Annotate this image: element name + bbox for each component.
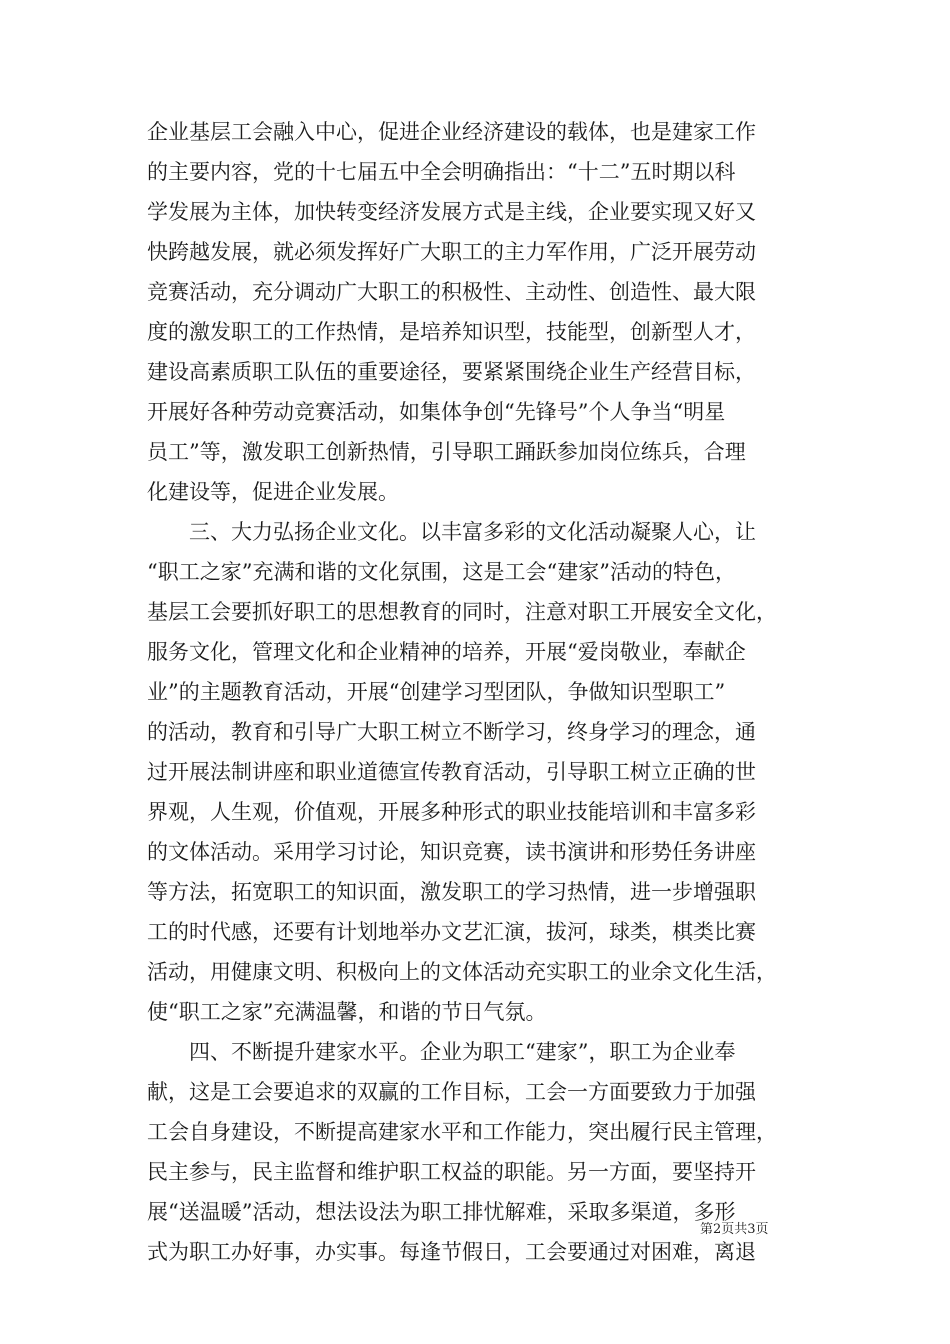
text-line: 等方法，拓宽职工的知识面，激发职工的学习热情，进一步增强职 <box>147 880 756 904</box>
text-line: 快跨越发展，就必须发挥好广大职工的主力军作用，广泛开展劳动 <box>147 240 756 264</box>
text-line: 使“职工之家”充满温馨，和谐的节日气氛。 <box>147 1000 547 1024</box>
text-line: 工的时代感，还要有计划地举办文艺汇演，拔河，球类，棋类比赛 <box>147 920 756 944</box>
text-line: 界观，人生观，价值观，开展多种形式的职业技能培训和丰富多彩 <box>147 800 756 824</box>
text-line: 活动，用健康文明、积极向上的文体活动充实职工的业余文化生活， <box>147 960 777 984</box>
text-line: 业”的主题教育活动，开展“创建学习型团队，争做知识型职工” <box>147 680 726 704</box>
text-line: 员工”等，激发职工创新热情，引导职工踊跃参加岗位练兵，合理 <box>147 440 746 464</box>
text-line: 竞赛活动，充分调动广大职工的积极性、主动性、创造性、最大限 <box>147 280 756 304</box>
text-line: 的主要内容，党的十七届五中全会明确指出：“十二”五时期以科 <box>147 160 736 184</box>
page-number: 第2页共3页 <box>700 1222 769 1237</box>
text-line: 献，这是工会要追求的双赢的工作目标，工会一方面要致力于加强 <box>147 1080 756 1104</box>
text-line: 开展好各种劳动竞赛活动，如集体争创“先锋号”个人争当“明星 <box>147 400 726 424</box>
text-line: 度的激发职工的工作热情，是培养知识型，技能型，创新型人才， <box>147 320 756 344</box>
text-line: 建设高素质职工队伍的重要途径，要紧紧围绕企业生产经营目标， <box>147 360 756 384</box>
text-line: 化建设等，促进企业发展。 <box>147 480 399 504</box>
text-line: 服务文化，管理文化和企业精神的培养，开展“爱岗敬业，奉献企 <box>147 640 746 664</box>
text-line: 学发展为主体，加快转变经济发展方式是主线，企业要实现又好又 <box>147 200 756 224</box>
text-line: “职工之家”充满和谐的文化氛围，这是工会“建家”活动的特色， <box>147 560 736 584</box>
section-three-heading-line: 三、大力弘扬企业文化。以丰富多彩的文化活动凝聚人心，让 <box>147 520 756 544</box>
text-line: 基层工会要抓好职工的思想教育的同时，注意对职工开展安全文化， <box>147 600 777 624</box>
text-line: 工会自身建设，不断提高建家水平和工作能力，突出履行民主管理， <box>147 1120 777 1144</box>
text-line: 式为职工办好事，办实事。每逢节假日，工会要通过对困难，离退 <box>147 1240 756 1264</box>
text-line: 企业基层工会融入中心，促进企业经济建设的载体，也是建家工作 <box>147 120 756 144</box>
text-line: 的活动，教育和引导广大职工树立不断学习，终身学习的理念，通 <box>147 720 756 744</box>
text-line: 过开展法制讲座和职业道德宣传教育活动，引导职工树立正确的世 <box>147 760 756 784</box>
text-line: 展“送温暖”活动，想法设法为职工排忧解难，采取多渠道，多形 <box>147 1200 736 1224</box>
section-four-heading-line: 四、不断提升建家水平。企业为职工“建家”，职工为企业奉 <box>147 1040 736 1064</box>
text-line: 民主参与，民主监督和维护职工权益的职能。另一方面，要坚持开 <box>147 1160 756 1184</box>
text-line: 的文体活动。采用学习讨论，知识竞赛，读书演讲和形势任务讲座 <box>147 840 756 864</box>
